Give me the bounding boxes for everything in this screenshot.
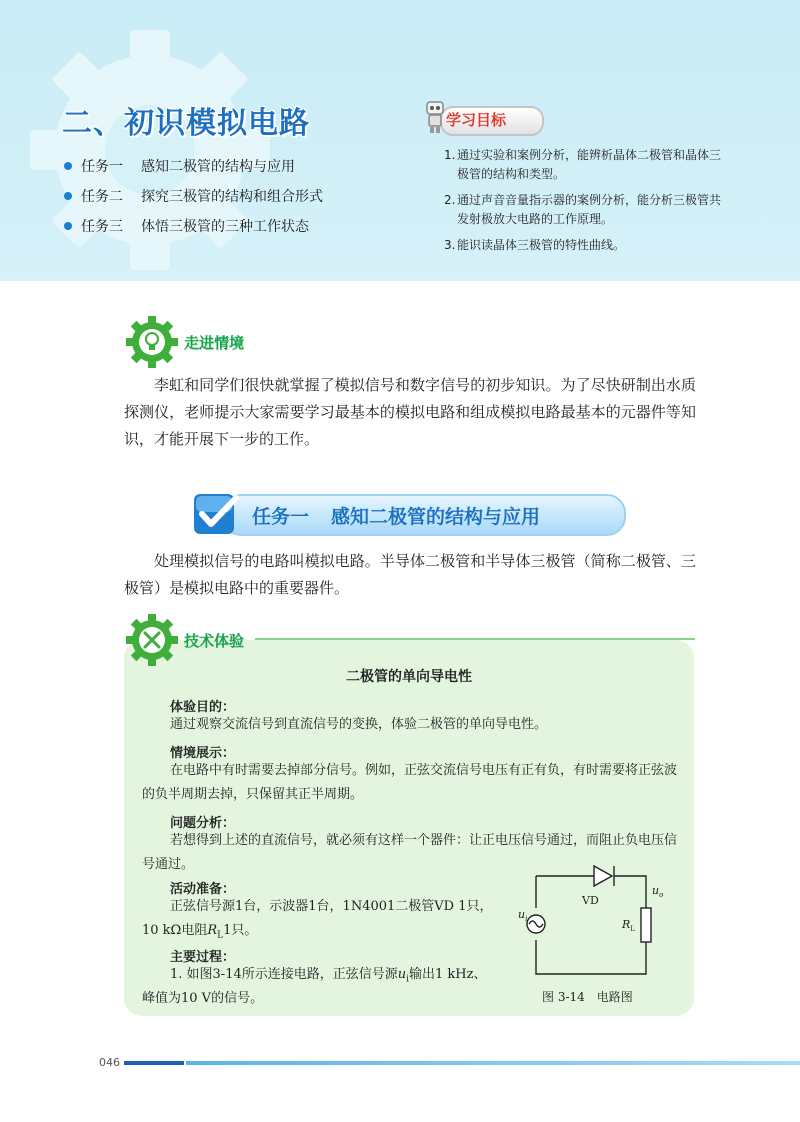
task1-number: 任务一 [252,506,310,528]
ui-label: $u_i$ [518,908,528,923]
gear-watermark-icon [20,20,280,280]
purpose-heading: 体验目的： [170,700,236,715]
footer-bar-light [186,1061,800,1065]
task-list-item: 任务三 体悟三极管的三种工作状态 [64,211,323,241]
figure-caption: 图 3-14 电路图 [542,990,633,1004]
problem-heading: 问题分析： [170,816,236,831]
footer-bar-dark [124,1061,184,1065]
task1-title: 感知二极管的结构与应用 [331,506,541,528]
page-number: 046 [99,1056,120,1069]
experience-heading [124,612,244,668]
problem-text: 若想得到上述的直流信号，就必须有这样一个器件：让正电压信号通过，而阻止负电压信号通过。 [142,833,678,872]
task-list [64,151,323,241]
intro-heading [124,314,244,370]
task1-paragraph: 处理模拟信号的电路叫模拟电路。半导体二极管和半导体三极管（简称二极管、三极管）是模拟电路中的重要器件。 [124,552,696,597]
learning-goals-label: 学习目标 [446,111,507,129]
prep-text-2: 10 kΩ电阻$R_L1$只。 [142,923,258,941]
circuit-diagram [516,858,676,982]
task1-banner [192,490,628,538]
prep-text: 正弦信号源1台，示波器1台，1N4001二极管VD 1只， [170,899,493,914]
process-text-2: 峰值为10 V的信号。 [142,991,264,1006]
intro-label: 走进情境 [184,333,245,352]
process-text: 1. 如图3-14所示连接电路，正弦信号源$u_i$输出1 kHz、 [170,967,487,985]
intro-paragraph: 李虹和同学们很快就掌握了模拟信号和数字信号的初步知识。为了尽快研制出水质探测仪，老师提示大家需要学习最基本的模拟电路和组成模拟电路最基本的元器件等知识，才能开展下一步的工作。 [124,376,696,448]
experience-title: 二极管的单向导电性 [346,669,472,685]
tools-gear-icon [124,612,180,668]
learning-goals-badge [420,100,542,134]
robot-icon [422,100,448,134]
bullet-icon [64,192,72,200]
rl-label: $R_L$ [622,918,635,933]
divider [255,638,695,640]
bullet-icon [64,162,72,170]
learning-goals-list [444,146,724,262]
bullet-icon [64,222,72,230]
task-list-item: 任务一 感知二极管的结构与应用 [64,151,323,181]
goal-item: 3. 能识读晶体三极管的特性曲线。 [444,238,626,252]
prep-heading: 活动准备： [170,882,236,897]
process-heading: 主要过程： [170,950,236,965]
uo-label: $u_o$ [652,884,664,899]
chapter-title: 二、初识模拟电路 [62,106,310,141]
lightbulb-gear-icon [124,314,180,370]
goal-item: 2. 通过声音音量指示器的案例分析，能分析三极管共发射极放大电路的工作原理。 [444,193,722,226]
scene-heading: 情境展示： [170,746,236,761]
vd-label: VD [582,894,599,907]
experience-label: 技术体验 [184,631,245,650]
purpose-text: 通过观察交流信号到直流信号的变换，体验二极管的单向导电性。 [170,717,548,732]
scene-text: 在电路中有时需要去掉部分信号。例如，正弦交流信号电压有正有负，有时需要将正弦波的负半周期去掉，只保留其正半周期。 [142,763,678,802]
checkmark-icon [192,490,244,538]
task-list-item: 任务二 探究三极管的结构和组合形式 [64,181,323,211]
goal-item: 1. 通过实验和案例分析，能辨析晶体二极管和晶体三极管的结构和类型。 [444,148,722,181]
